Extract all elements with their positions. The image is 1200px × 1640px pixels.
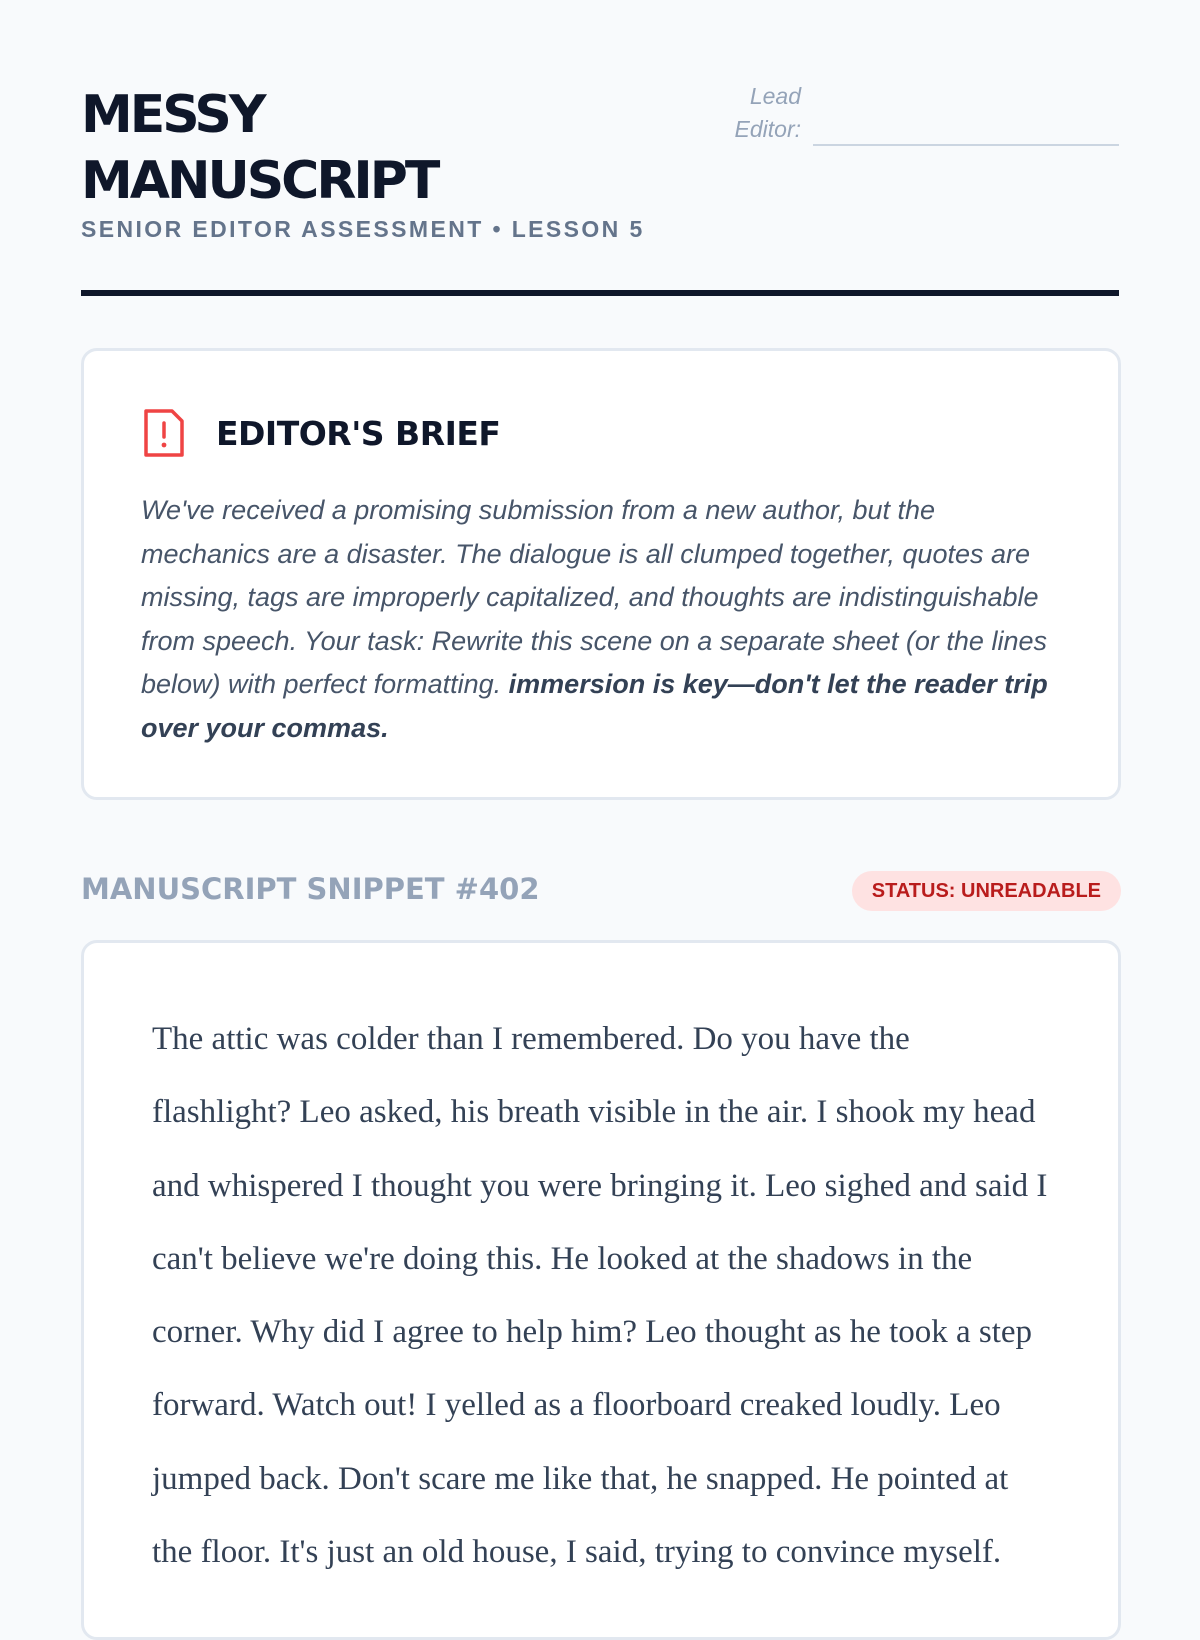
header xyxy=(81,0,1119,296)
brief-emphasis: immersion is key—don't let the reader trip over your commas. xyxy=(141,669,1048,743)
lead-editor-field xyxy=(721,80,1119,146)
brief-title: EDITOR'S BRIEF xyxy=(216,413,501,453)
alert-file-icon xyxy=(142,407,186,459)
snippet-title: MANUSCRIPT SNIPPET #402 xyxy=(81,872,540,906)
lead-editor-input[interactable] xyxy=(813,80,1119,146)
snippet-header xyxy=(81,868,1121,912)
brief-text xyxy=(141,489,1071,750)
lead-editor-label: Lead Editor: xyxy=(734,83,801,142)
editors-brief-card xyxy=(81,348,1121,800)
manuscript-text: The attic was colder than I remembered. Do you have the flashlight? Leo asked, his breath visible in the air. I shook my head and whispered I thought you were bringing it. Leo sighed and said I can't believe we're doing this. He looked at the shadows in the corner. Why did I agree to help him? Leo thought as he took a step forward. Watch out! I yelled as a floorboard creaked loudly. Leo jumped back. Don't scare me like that, he snapped. He pointed at the floor. It's just an old house, I said, trying to convince myself. xyxy=(152,1021,1048,1571)
brief-body: We've received a promising submission from a new author, but the mechanics are a disaster. The dialogue is all clumped together, quotes are missing, tags are improperly capitalized, and thoughts are indistinguishable from speech. Your task: Rewrite this scene on a separate sheet (or the lines below) with perfect formatting. xyxy=(141,495,1047,699)
manuscript-card xyxy=(81,940,1121,1640)
brief-header xyxy=(142,407,500,459)
page-subtitle: SENIOR EDITOR ASSESSMENT • LESSON 5 xyxy=(81,216,645,242)
status-badge: STATUS: UNREADABLE xyxy=(852,871,1121,911)
page-title: MESSY MANUSCRIPT xyxy=(81,85,438,211)
